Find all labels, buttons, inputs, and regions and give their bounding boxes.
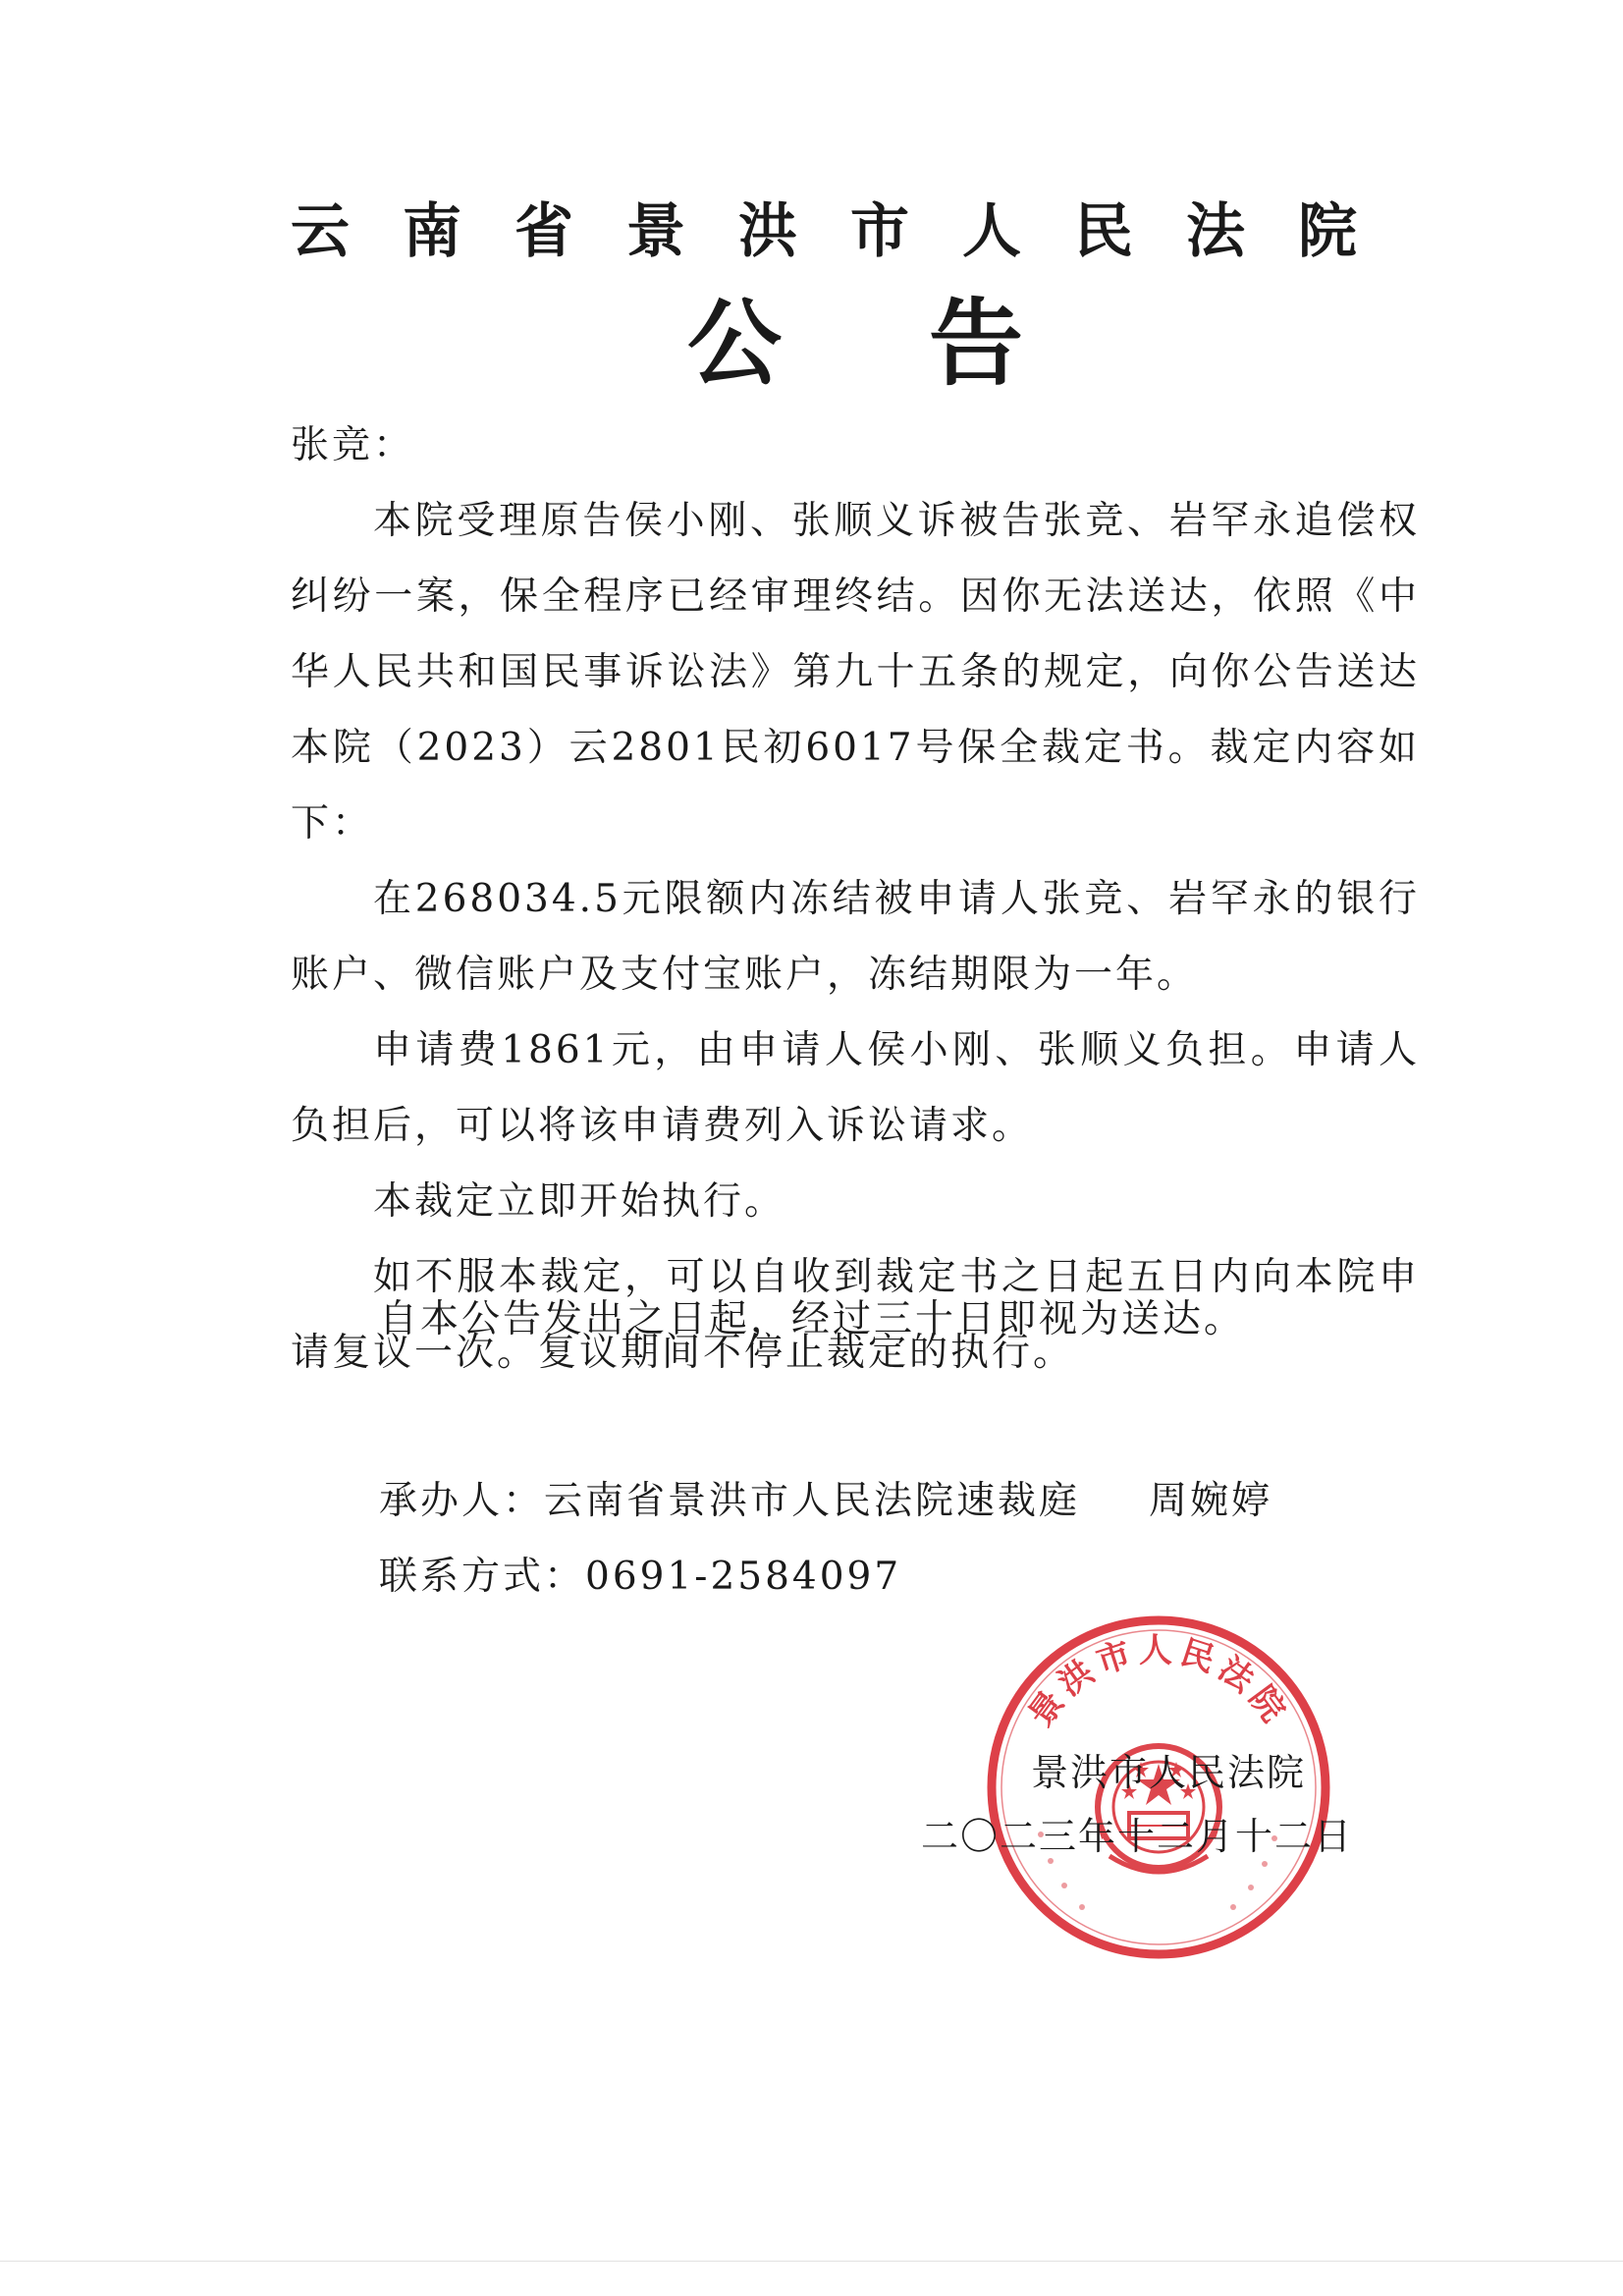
document-title: 公告 xyxy=(687,289,1170,399)
body-paragraph-execute: 本裁定立即开始执行。 xyxy=(373,1179,786,1224)
handler-unit: 云南省景洪市人民法院速裁庭 xyxy=(544,1479,1081,1523)
phone-number: 0691-2584097 xyxy=(585,1555,902,1599)
body-paragraph-freeze: 在268034.5元限额内冻结被申请人张竞、岩罕永的银行账户、微信账户及支付宝账户，冻结期限为一年。 xyxy=(291,877,1420,997)
body-paragraph-fee: 申请费1861元，由申请人侯小刚、张顺义负担。申请人负担后，可以将该申请费列入诉讼请求。 xyxy=(291,1028,1420,1148)
handler-label: 承办人： xyxy=(379,1479,545,1523)
signature-date: 二〇二三年十二月十二日 xyxy=(921,1815,1354,1858)
addressee: 张竞： xyxy=(291,423,415,467)
phone-label: 联系方式： xyxy=(379,1555,586,1599)
service-notice: 自本公告发出之日起，经过三十日即视为送达。 xyxy=(379,1297,1246,1341)
contact-block xyxy=(379,1463,1272,1614)
handler-line xyxy=(379,1463,1272,1539)
phone-line xyxy=(379,1539,1272,1614)
svg-text:景洪市人民法院: 景洪市人民法院 xyxy=(1020,1631,1297,1734)
notice-body xyxy=(291,408,1420,1391)
handler-name: 周婉婷 xyxy=(1149,1479,1273,1523)
footer-divider xyxy=(0,2261,1623,2262)
court-name-heading: 云南省景洪市人民法院 xyxy=(291,197,1410,266)
body-paragraph-appeal: 如不服本裁定，可以自收到裁定书之日起五日内向本院申请复议一次。复议期间不停止裁定的执行。 xyxy=(291,1255,1420,1375)
body-paragraph-case: 本院受理原告侯小刚、张顺义诉被告张竞、岩罕永追偿权纠纷一案，保全程序已经审理终结。因你无法送达，依照《中华人民共和国民事诉讼法》第九十五条的规定，向你公告送达本院（2023）云2801民初6017号保全裁定书。裁定内容如下： xyxy=(291,499,1420,846)
signature-court-name: 景洪市人民法院 xyxy=(1031,1751,1307,1794)
